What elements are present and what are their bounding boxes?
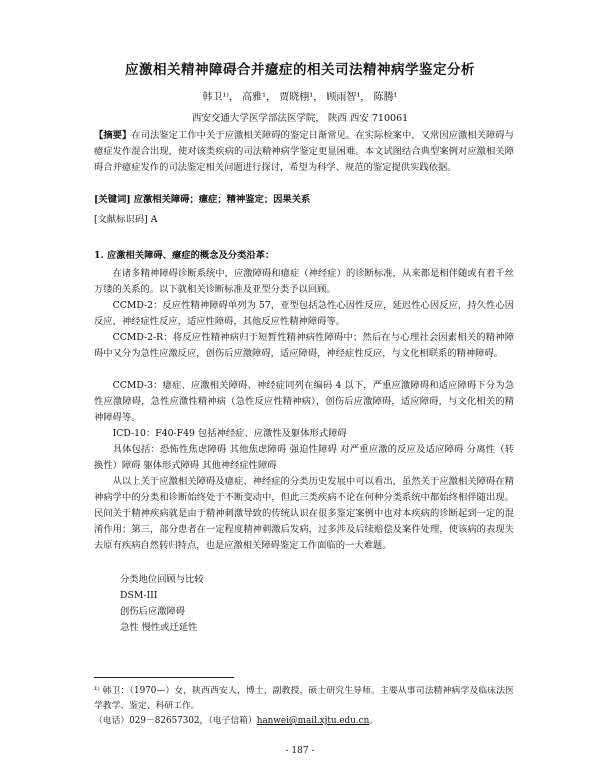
footnote-phone: （电话）029－82657302，（电子信箱） xyxy=(94,716,257,726)
keywords xyxy=(94,192,514,208)
section-heading: 1. 应激相关障碍、癔症的概念及分类沿革： xyxy=(94,250,275,261)
author-list: 韩卫¹⁾， 高雅¹， 贾晓栩¹， 顾雨智¹， 陈腾¹ xyxy=(202,92,398,103)
affiliation: 西安交通大学医学部法医学院， 陕西 西安 710061 xyxy=(191,113,409,124)
footnote-suffix: 。 xyxy=(369,716,379,726)
page-number: - 187 - xyxy=(285,746,315,756)
paragraph: CCMD-3：癔症、应激相关障碍、神经症同列在编码 4 以下，严重应激障碍和适应障碍下分为急性应激障碍，急性应激性精神病（急性反应性精神病），创伤后应激障碍，适应障碍，与文化相关的精神障碍等。 xyxy=(94,380,514,423)
keywords-label: [关键词] xyxy=(94,194,131,205)
paper-title: 应激相关精神障碍合并癔症的相关司法精神病学鉴定分析 xyxy=(125,62,475,78)
paragraph: 在诸多精神障碍诊断系统中，应激障碍和癔症（神经症）的诊断标准，从来都是相伴随或有着千丝万缕的关系的。以下就相关诊断标准及亚型分类予以回顾。 xyxy=(94,268,514,295)
outline-list xyxy=(120,572,204,636)
abstract-text: 在司法鉴定工作中关于应激相关障碍的鉴定日渐常见。在实际检案中，又常因应激相关障碍与癔症发作混合出现，使对该类疾病的司法精神病学鉴定更显困难。本文试图结合典型案例对应激相关障碍合并癔症发作的司法鉴定相关问题进行探讨，希望为科学、规范的鉴定提供实践依据。 xyxy=(94,130,514,173)
list-item: 创伤后应激障碍 xyxy=(120,606,186,617)
paragraph: 从以上关于应激相关障碍及癔症、神经症的分类历史发展中可以看出，虽然关于应激相关障碍在精神病学中的分类和诊断始终处于不断变动中，但此三类疾病不论在何种分类系统中都始终相伴随出现。民间关于精神疾病就是由于精神刺激导致的传统认识在很多鉴定案例中也对本疾病的诊断起到一定的混淆作用；第三，部分患者在一定程度精神刺激后发病，过多涉及后续赔偿及案件处理，使该病的表现失去原有疾病自然转归特点，也是应激相关障碍鉴定工作面临的一大难题。 xyxy=(94,476,514,551)
email-link[interactable]: hanwei@mail.xjtu.edu.cn xyxy=(256,716,370,726)
list-item: DSM-III xyxy=(120,590,158,601)
keywords-text: 应激相关障碍；癔症；精神鉴定；因果关系 xyxy=(133,194,311,205)
paragraph: 具体包括：恐怖性焦虑障碍 其他焦虑障碍 强迫性障碍 对严重应激的反应及适应障碍 分离性（转换性）障碍 躯体形式障碍 其他神经症性障碍 xyxy=(94,444,514,471)
list-item: 急性 慢性或迁延性 xyxy=(120,622,198,633)
doc-code: [文献标识码] A xyxy=(94,214,158,225)
paragraph: ICD-10：F40-F49 包括神经症、应激性及躯体形式障碍 xyxy=(112,428,347,439)
footnote xyxy=(94,684,514,729)
paragraph: CCMD-2-R：将反应性精神病归于短暂性精神病性障碍中；然后在与心理社会因素相关的精神障碍中又分为急性应激反应，创伤后应激障碍，适应障碍，神经症性反应，与文化相联系的精神障碍。 xyxy=(94,332,514,359)
list-item: 分类地位回顾与比较 xyxy=(120,574,204,585)
abstract-label: 【摘要】 xyxy=(94,130,132,141)
abstract xyxy=(94,128,514,176)
footnote-divider xyxy=(94,677,234,678)
footnote-contact xyxy=(94,714,514,729)
paragraph: CCMD-2：反应性精神障碍单列为 57，亚型包括急性心因性反应，延迟性心因反应，持久性心因反应，神经症性反应，适应性障碍，其他反应性精神障碍等。 xyxy=(94,300,514,327)
footnote-author-bio: ¹⁾ 韩卫：（1970—）女，陕西西安人，博士，副教授，硕士研究生导师。主要从事司法精神病学及临床法医学教学、鉴定、科研工作。 xyxy=(94,686,514,711)
